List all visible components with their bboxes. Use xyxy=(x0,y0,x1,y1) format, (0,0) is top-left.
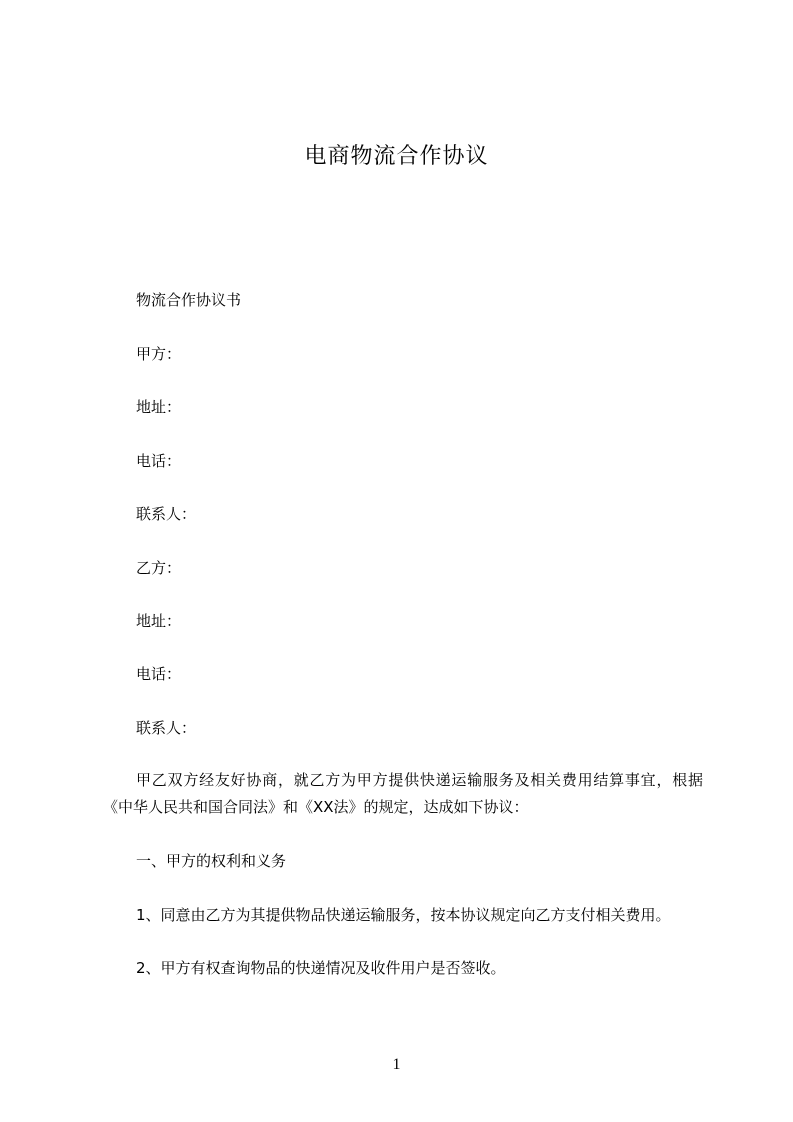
party-b-phone-label: 电话： xyxy=(136,665,182,683)
clause-2: 2、甲方有权查询物品的快递情况及收件用户是否签收。 xyxy=(136,959,506,977)
party-a-contact-label: 联系人： xyxy=(136,505,197,523)
party-a-label: 甲方： xyxy=(136,345,182,363)
document-subtitle: 物流合作协议书 xyxy=(136,291,242,309)
party-b-address-label: 地址： xyxy=(136,612,182,630)
document-title: 电商物流合作协议 xyxy=(304,144,489,169)
section-heading: 一、甲方的权利和义务 xyxy=(136,852,287,870)
party-b-label: 乙方： xyxy=(136,559,182,577)
party-b-contact-label: 联系人： xyxy=(136,719,197,737)
clause-1: 1、同意由乙方为其提供物品快递运输服务，按本协议规定向乙方支付相关费用。 xyxy=(136,906,671,924)
page-number: 1 xyxy=(392,1056,401,1073)
party-a-address-label: 地址： xyxy=(136,398,182,416)
intro-paragraph: 甲乙双方经友好协商，就乙方为甲方提供快递运输服务及相关费用结算事宜，根据《中华人民共和国合同法》和《XX法》的规定，达成如下协议： xyxy=(103,771,703,816)
party-a-phone-label: 电话： xyxy=(136,452,182,470)
